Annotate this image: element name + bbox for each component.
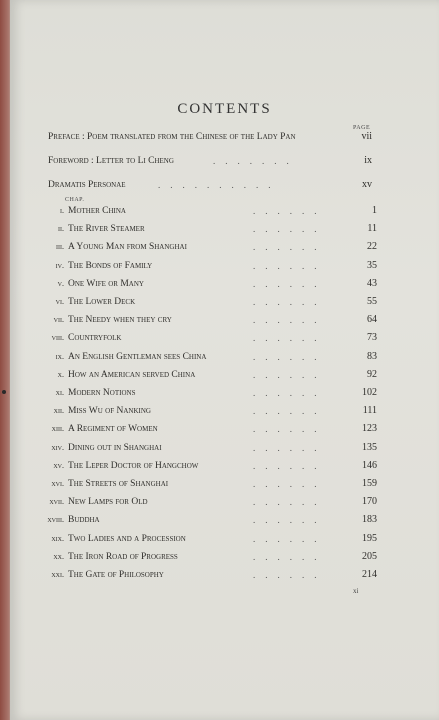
chapter-page-number: 195 <box>362 532 377 544</box>
chapter-page-number: 159 <box>362 478 377 489</box>
chapter-title: The Lower Deck <box>68 297 136 307</box>
entry-title: Foreword : Letter to Li Cheng <box>48 156 174 166</box>
chapter-entry <box>38 385 428 401</box>
chapter-title: A Regiment of Women <box>68 424 158 435</box>
chapter-page-number: 64 <box>367 314 377 326</box>
chapter-entry <box>38 403 428 419</box>
chapter-entry <box>38 312 428 328</box>
chapter-column-label: CHAP. <box>65 197 85 203</box>
leader-dots: ...... <box>253 497 327 508</box>
chapter-title: Miss Wu of Nanking <box>68 406 151 417</box>
chapter-number: xiii. <box>51 424 64 434</box>
chapter-number: iii. <box>56 242 64 252</box>
page-column-label: PAGE <box>353 125 371 131</box>
chapter-number: i. <box>60 206 64 215</box>
entry-page-number: vii <box>361 131 372 142</box>
chapter-page-number: 1 <box>372 205 377 216</box>
chapter-page-number: 55 <box>367 296 377 307</box>
chapter-entry <box>38 567 428 583</box>
leader-dots: .......... <box>158 180 281 190</box>
chapter-page-number: 35 <box>367 259 377 271</box>
chapter-number: vii. <box>53 315 64 325</box>
chapter-entry <box>38 476 428 492</box>
leader-dots: ...... <box>253 424 327 435</box>
front-matter-entry <box>48 129 428 145</box>
chapter-title: How an American served China <box>68 369 196 380</box>
leader-dots: ...... <box>253 479 327 489</box>
chapter-number: x. <box>57 369 64 379</box>
entry-page-number: xv <box>362 179 372 190</box>
chapter-number: xix. <box>51 533 64 543</box>
chapter-title: The Iron Road of Progress <box>68 551 178 562</box>
chapter-page-number: 146 <box>362 459 377 471</box>
leader-dots: ...... <box>253 369 327 380</box>
chapter-page-number: 135 <box>362 441 377 453</box>
chapter-title: Buddha <box>68 515 100 526</box>
leader-dots: ...... <box>253 406 327 417</box>
chapter-title: The Bonds of Family <box>68 260 153 271</box>
chapter-entry <box>38 294 428 310</box>
page-number: xi <box>353 587 359 595</box>
chapter-title: An English Gentleman sees China <box>68 351 207 362</box>
chapter-number: xv. <box>53 460 64 470</box>
chapter-page-number: 205 <box>362 550 377 562</box>
leader-dots: ...... <box>253 297 327 307</box>
chapter-title: Dining out in Shanghai <box>68 442 162 453</box>
chapter-title: Modern Notions <box>68 388 136 398</box>
leader-dots: ...... <box>253 460 327 471</box>
leader-dots: ...... <box>253 242 327 253</box>
chapter-title: The Leper Doctor of Hangchow <box>68 460 199 471</box>
chapter-entry <box>38 349 428 365</box>
chapter-entry <box>38 549 428 565</box>
chapter-number: iv. <box>55 260 64 270</box>
book-page <box>10 0 439 720</box>
leader-dots: ...... <box>253 442 327 453</box>
chapter-number: xiv. <box>51 442 64 452</box>
chapter-page-number: 183 <box>362 514 377 526</box>
chapter-number: ix. <box>55 351 64 361</box>
chapter-page-number: 92 <box>367 368 377 380</box>
leader-dots: ...... <box>253 224 327 235</box>
chapter-page-number: 214 <box>362 569 377 580</box>
chapter-entry <box>38 221 428 237</box>
leader-dots: ...... <box>253 515 327 526</box>
chapter-title: The Streets of Shanghai <box>68 479 169 489</box>
chapter-title: Countryfolk <box>68 333 122 344</box>
chapter-entry <box>38 203 428 219</box>
leader-dots: ....... <box>213 156 299 166</box>
chapter-page-number: 123 <box>362 423 377 435</box>
leader-dots: ...... <box>253 533 327 544</box>
chapter-entry <box>38 239 428 255</box>
chapter-title: A Young Man from Shanghai <box>68 242 187 253</box>
chapter-title: The River Steamer <box>68 224 145 235</box>
chapter-number: viii. <box>51 333 64 343</box>
chapter-page-number: 102 <box>362 387 377 398</box>
chapter-title: The Needy when they cry <box>68 315 172 326</box>
chapter-title: The Gate of Philosophy <box>68 570 164 580</box>
chapter-number: xvi. <box>51 479 64 488</box>
chapter-entry <box>38 258 428 274</box>
chapter-page-number: 22 <box>367 241 377 253</box>
leader-dots: ...... <box>253 551 327 562</box>
page-title: CONTENTS <box>177 101 272 117</box>
chapter-title: Mother China <box>68 206 126 216</box>
leader-dots: ...... <box>253 260 327 271</box>
chapter-number: xii. <box>53 406 64 416</box>
leader-dots: ...... <box>253 206 327 216</box>
chapter-entry <box>38 458 428 474</box>
entry-title: Preface : Poem translated from the Chinese of the Lady Pan <box>48 132 296 142</box>
leader-dots: ...... <box>253 333 327 344</box>
chapter-number: xvii. <box>49 497 64 507</box>
leader-dots: ...... <box>253 315 327 326</box>
chapter-number: v. <box>57 278 64 288</box>
chapter-title: Two Ladies and a Procession <box>68 533 186 544</box>
chapter-number: xxi. <box>51 570 64 579</box>
leader-dots: ...... <box>253 351 327 362</box>
leader-dots: ...... <box>253 570 327 580</box>
page-mark-dot <box>2 390 6 394</box>
entry-page-number: ix <box>364 155 372 166</box>
chapter-entry <box>38 330 428 346</box>
chapter-entry <box>38 276 428 292</box>
chapter-entry <box>38 421 428 437</box>
front-matter-entry <box>48 153 428 169</box>
leader-dots: ...... <box>253 388 327 398</box>
entry-title: Dramatis Personae <box>48 180 126 190</box>
chapter-page-number: 111 <box>362 405 377 417</box>
chapter-page-number: 170 <box>362 496 377 508</box>
chapter-entry <box>38 440 428 456</box>
chapter-entry <box>38 367 428 383</box>
chapter-entry <box>38 531 428 547</box>
chapter-entry <box>38 512 428 528</box>
front-matter-entry <box>48 177 428 193</box>
chapter-entry <box>38 494 428 510</box>
chapter-number: vi. <box>55 297 64 306</box>
chapter-number: xviii. <box>47 515 64 525</box>
chapter-title: One Wife or Many <box>68 278 144 289</box>
chapter-number: ii. <box>58 224 64 234</box>
chapter-page-number: 83 <box>367 350 377 362</box>
chapter-page-number: 11 <box>367 223 377 235</box>
chapter-number: xi. <box>55 388 64 397</box>
chapter-page-number: 73 <box>367 332 377 344</box>
chapter-page-number: 43 <box>367 277 377 289</box>
chapter-title: New Lamps for Old <box>68 497 148 508</box>
leader-dots: ...... <box>253 278 327 289</box>
chapter-number: xx. <box>53 551 64 561</box>
